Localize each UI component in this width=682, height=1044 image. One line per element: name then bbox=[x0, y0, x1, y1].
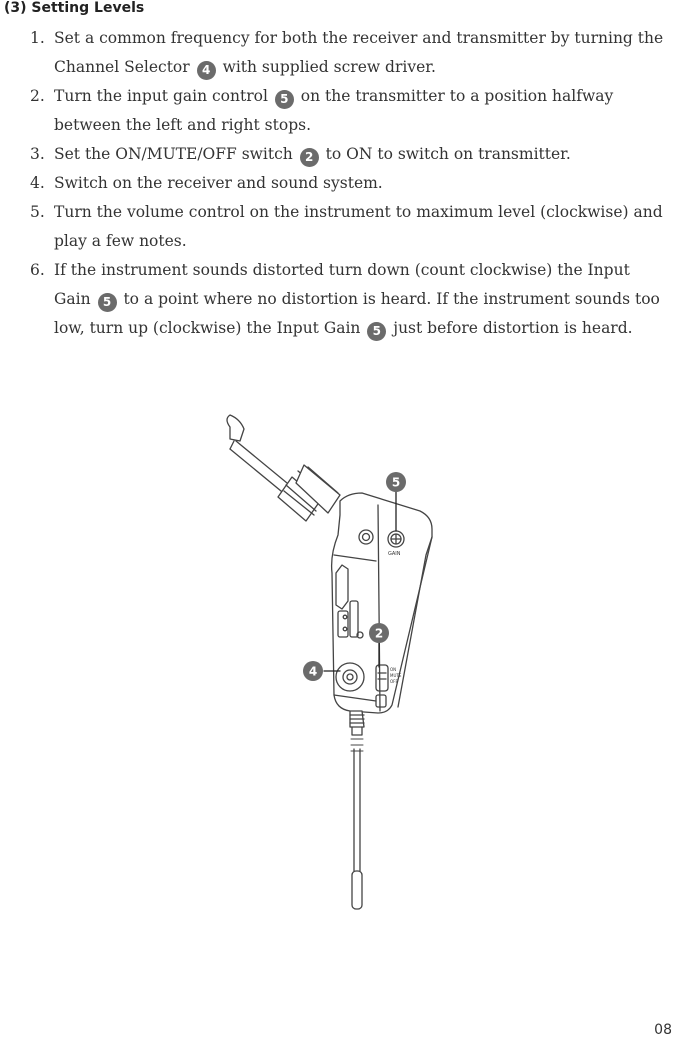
step-text: Switch on the receiver and sound system. bbox=[54, 174, 383, 192]
belt-clip bbox=[336, 565, 348, 609]
svg-text:4: 4 bbox=[308, 664, 318, 679]
antenna-wire bbox=[354, 749, 360, 871]
switch-label-off: OFF bbox=[390, 679, 398, 684]
step-number: 4. bbox=[30, 174, 45, 192]
step-text: to a point where no distortion is heard. If the instrument sounds too low, turn up (clockwise) the Input Gain bbox=[54, 290, 660, 337]
instruction-list bbox=[30, 24, 670, 343]
step-number: 6. bbox=[30, 261, 45, 279]
step-6 bbox=[30, 256, 670, 343]
step-text: Set the ON/MUTE/OFF switch bbox=[54, 145, 293, 163]
step-text: just before distortion is heard. bbox=[393, 319, 633, 337]
antenna-tip bbox=[352, 871, 362, 909]
switch-label-mute: MUTE bbox=[390, 673, 402, 678]
step-3 bbox=[30, 140, 670, 169]
step-text: If the instrument sounds distorted turn down (count clockwise) the Input Gain bbox=[54, 261, 630, 308]
jack-plug-tip bbox=[227, 415, 244, 441]
svg-text:2: 2 bbox=[374, 626, 384, 641]
transmitter-illustration bbox=[200, 405, 480, 925]
section-heading: (3) Setting Levels bbox=[4, 0, 145, 16]
step-1 bbox=[30, 24, 670, 82]
step-text: Turn the input gain control bbox=[54, 87, 268, 105]
callout-4 bbox=[303, 661, 323, 681]
callout-badge-5: 5 bbox=[275, 90, 294, 109]
step-text: Turn the volume control on the instrument to maximum level (clockwise) and play a few notes. bbox=[54, 203, 663, 250]
callout-5 bbox=[386, 472, 406, 492]
callout-badge-2: 2 bbox=[300, 148, 319, 167]
svg-text:5: 5 bbox=[391, 475, 401, 490]
callout-badge-5: 5 bbox=[98, 293, 117, 312]
step-text: Set a common frequency for both the receiver and transmitter by turning the Channel Selector bbox=[54, 29, 664, 76]
switch-label-on: ON bbox=[390, 667, 397, 672]
transmitter-drawing bbox=[200, 405, 480, 925]
step-number: 3. bbox=[30, 145, 45, 163]
callout-badge-4: 4 bbox=[197, 61, 216, 80]
step-text: to ON to switch on transmitter. bbox=[325, 145, 571, 163]
step-number: 5. bbox=[30, 203, 45, 221]
gain-label: GAIN bbox=[388, 551, 401, 557]
callout-2 bbox=[369, 623, 389, 643]
callout-badge-5: 5 bbox=[367, 322, 386, 341]
step-number: 1. bbox=[30, 29, 45, 47]
page-number: 08 bbox=[654, 1022, 672, 1038]
step-2 bbox=[30, 82, 670, 140]
step-text: on the transmitter to a position halfway between the left and right stops. bbox=[54, 87, 614, 134]
step-4 bbox=[30, 169, 670, 198]
step-text: with supplied screw driver. bbox=[222, 58, 436, 76]
step-number: 2. bbox=[30, 87, 45, 105]
step-5 bbox=[30, 198, 670, 256]
